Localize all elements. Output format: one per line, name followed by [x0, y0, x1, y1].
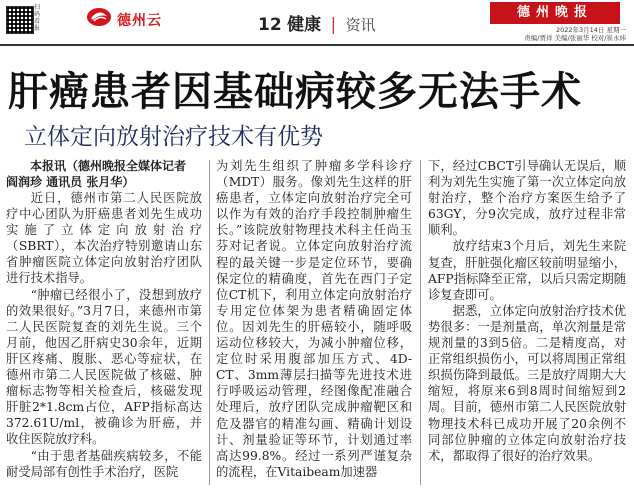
page-number: 12: [258, 15, 282, 35]
section-name: 健康: [287, 15, 322, 35]
editors-line: 责编/贾祥 美编/张丽华 校对/崔永炜: [524, 34, 626, 42]
paragraph: 为刘先生组织了肿瘤多学科诊疗（MDT）服务。像刘先生这样的肝癌患者，立体定向放射治疗完全可以作为有效的治疗手段控制肿瘤生长。”该院放射物理技术科主任尚玉芬对记者说。立体定向放射治疗流程的最关键一步是定位环节，要确保定位的精确度，首先在西门子定位CT机下，利用立体定向放射治疗专用定位体架为患者精确固定体位。因刘先生的肝癌较小，随呼吸运动位移较大，为减小肿瘤位移，定位时采用腹部加压方式、4D-CT、3mm薄层扫描等先进技术进行呼吸运动管理，经图像配准融合处理后，放疗团队完成肿瘤靶区和危及器官的精准勾画、精确计划设计、剂量验证等环节，计划通过率高达99.8%。经过一系列严谨复杂的流程，在Vitaibeam加速器: [216, 159, 412, 479]
column-divider: [209, 160, 210, 485]
column-divider: [420, 160, 421, 485]
byline-line-1: 本报讯（德州晚报全媒体记者: [30, 159, 187, 173]
section-title: [258, 10, 376, 35]
article-column-1: [6, 158, 202, 488]
paragraph: 据悉，立体定向放射治疗技术优势很多：一是剂量高，单次剂量是常规剂量的3到5倍。二是精度高，对正常组织损伤小，可以将周围正常组织损伤降到最低。三是放疗周期大大缩短，将原来6到8周时间缩短到2周。目前，德州市第二人民医院放射物理技术科已成功开展了20余例不同部位肿瘤的立体定向放射治疗技术，都取得了很好的治疗效果。: [428, 303, 626, 463]
date-line: 2022年3月14日 星期一: [555, 26, 626, 34]
subheadline: 立体定向放射治疗技术有优势: [24, 124, 323, 150]
masthead: 德州晚报: [490, 2, 620, 24]
byline-line-2: 阎润珍 通讯员 张月华）: [6, 175, 135, 189]
section-subname: 资讯: [345, 16, 376, 34]
headline: 肝癌患者因基础病较多无法手术: [8, 69, 582, 115]
byline: [6, 158, 202, 190]
paragraph: “肿瘤已经很小了，没想到放疗的效果很好。”3月7日，来德州市第二人民医院复查的刘先生说。三个月前，他因乙肝病史30余年，近期肝区疼痛、腹胀、恶心等症状，在德州市第二人民医院做了核磁、肿瘤标志物等相关检查后，核磁发现肝脏2*1.8cm占位，AFP指标高达372.61U/ml，被确诊为肝癌，并收住医院放疗科。: [6, 287, 202, 447]
qr-code[interactable]: [6, 6, 34, 34]
paragraph: 近日，德州市第二人民医院放疗中心团队为肝癌患者刘先生成功实施了立体定向放射治疗（SBRT），本次治疗特别邀请山东省肿瘤医院立体定向放射治疗团队进行技术指导。: [6, 191, 202, 286]
article-column-2: [216, 158, 412, 488]
logo-text: 德州云: [117, 13, 162, 29]
dezhou-cloud-logo-icon: [86, 6, 112, 28]
paragraph: 下，经过CBCT引导确认无误后，顺利为刘先生实施了第一次立体定向放射治疗，整个治疗方案医生给予了63GY，分9次完成，放疗过程非常顺利。: [428, 159, 626, 238]
paragraph: “由于患者基础疾病较多，不能耐受局部有创性手术治疗，医院: [6, 448, 202, 479]
article-column-3: [428, 158, 626, 488]
header-rule: [0, 44, 634, 46]
section-separator: |: [330, 15, 337, 35]
qr-caption: 扫码看报: [34, 4, 41, 32]
paragraph: 放疗结束3个月后，刘先生来院复查，肝脏强化瘤区较前明显缩小，AFP指标降至正常，以后只需定期随诊复查即可。: [428, 239, 626, 302]
